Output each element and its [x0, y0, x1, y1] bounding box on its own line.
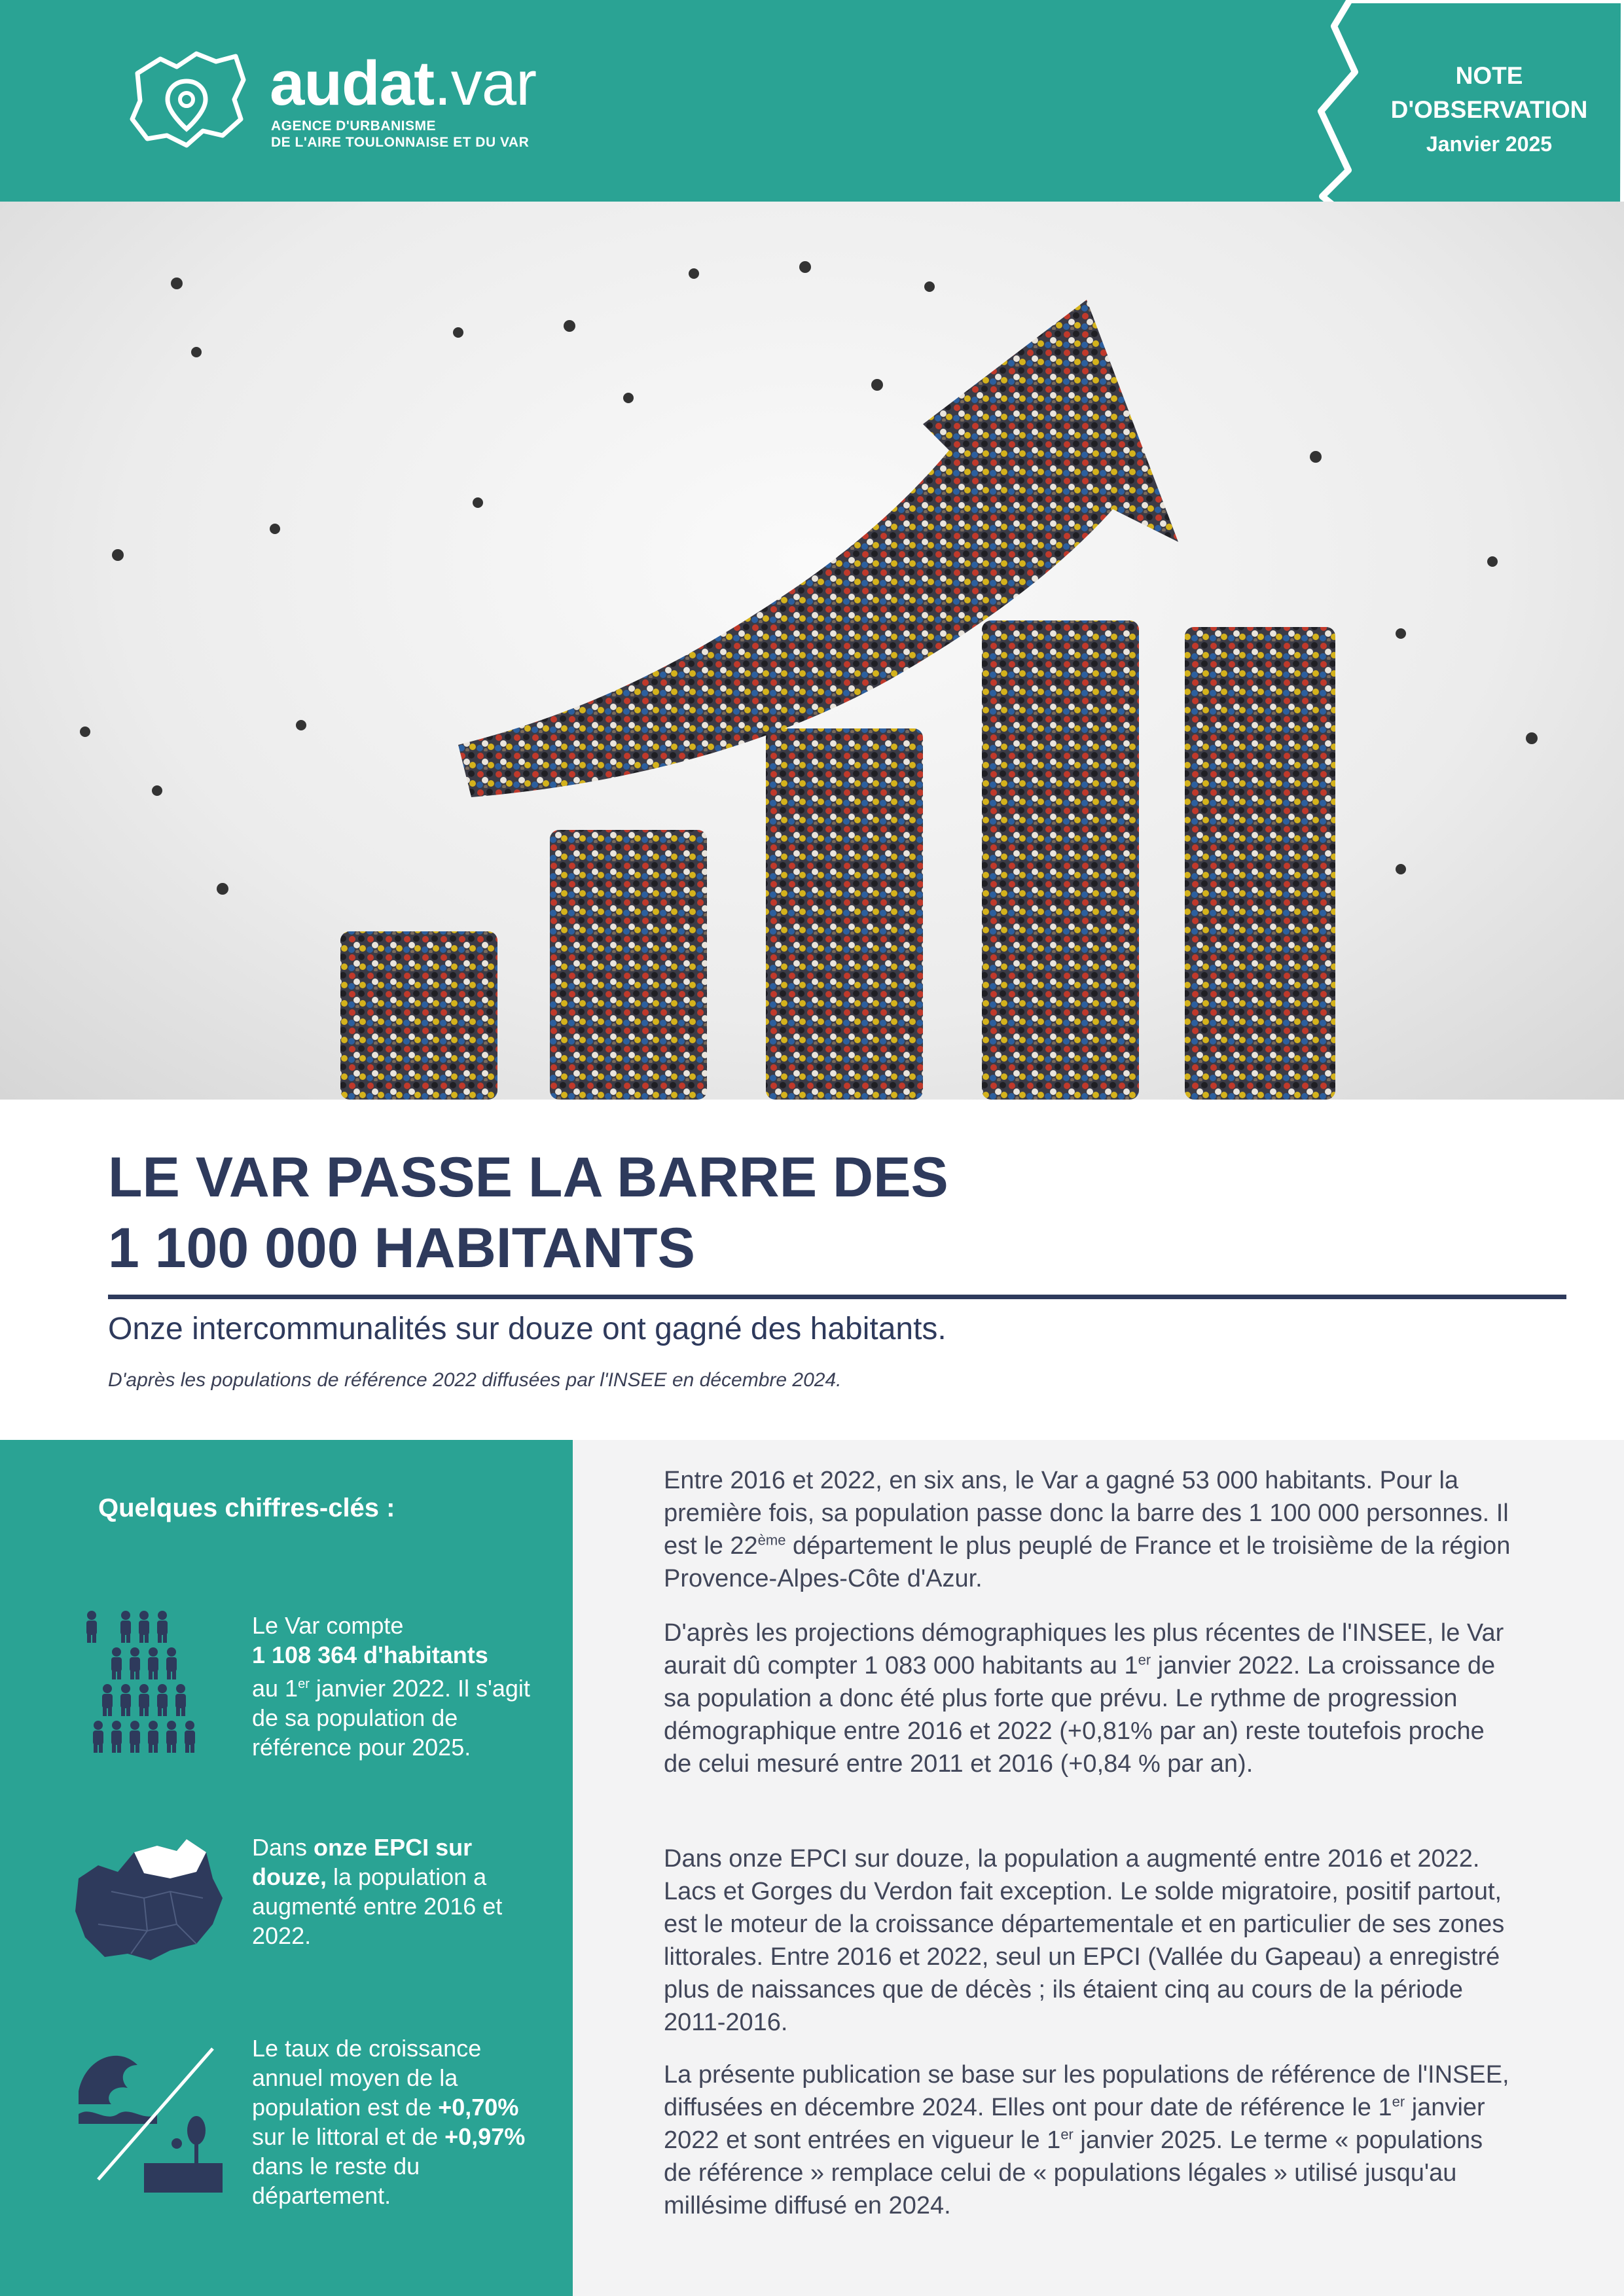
epci-map-icon	[72, 1833, 229, 1964]
key-figures-heading: Quelques chiffres-clés :	[98, 1494, 395, 1522]
key-fact-epci: Dans onze EPCI sur douze, la population a augmenté entre 2016 et 2022.	[252, 1834, 503, 1949]
body-paragraph-1: Entre 2016 et 2022, en six ans, le Var a gagné 53 000 habitants. Pour la première fois, sa population passe donc la barre des 1 100 000 personnes. Il est le 22ème département le plus peuplé de France et le troisième de la région Provence-Alpes-Côte d'Azur.	[664, 1467, 1511, 1592]
page-subtitle: Onze intercommunalités sur douze ont gagné des habitants.	[108, 1312, 947, 1346]
coast-vs-inland-icon	[72, 2032, 229, 2196]
population-icon	[84, 1610, 215, 1754]
body-paragraph-3: Dans onze EPCI sur douze, la population a augmenté entre 2016 et 2022. Lacs et Gorges du Verdon fait exception. Le solde migratoire, positif partout, est le moteur de la croissance départementale et en particulier de ses zones littorales. Entre 2016 et 2022, seul un EPCI (Vallée du Gapeau) a enregistré plus de naissances que de décès ; ils étaient cinq au cours de la période 2011-2016.	[664, 1845, 1505, 2036]
var-map-pin-logo-icon	[124, 47, 249, 152]
title-divider	[108, 1295, 1566, 1299]
logo-subtitle: AGENCE D'URBANISME DE L'AIRE TOULONNAISE ET DU VAR	[271, 118, 530, 150]
key-fact-population: Le Var compte 1 108 364 d'habitants au 1er janvier 2022. Il s'agit de sa population de référence pour 2025.	[252, 1612, 530, 1761]
key-fact-growth-rate: Le taux de croissance annuel moyen de la population est de +0,70% sur le littoral et de +0,97% dans le reste du département.	[252, 2035, 526, 2209]
crowd-chart-illustration	[0, 202, 1624, 1100]
hero-crowd-chart-photo	[0, 202, 1624, 1100]
body-paragraph-4: La présente publication se base sur les populations de référence de l'INSEE, diffusées en décembre 2024. Elles ont pour date de référence le 1er janvier 2022 et sont entrées en vigueur le 1er janvier 2025. Le terme « populations de référence » remplace celui de « populations légales » utilisé jusqu'au millésime diffusé en 2024.	[664, 2061, 1509, 2219]
page-title: LE VAR PASSE LA BARRE DES 1 100 000 HABITANTS	[108, 1146, 948, 1280]
body-paragraph-2: D'après les projections démographiques les plus récentes de l'INSEE, le Var aurait dû compter 1 083 000 habitants au 1er janvier 2022. La croissance de sa population a donc été plus forte que prévu. Le rythme de progression démographique entre 2016 et 2022 (+0,81% par an) reste toutefois proche de celui mesuré entre 2011 et 2016 (+0,84 % par an).	[664, 1619, 1504, 1778]
note-badge-text: NOTE D'OBSERVATION Janvier 2025	[1390, 62, 1588, 156]
source-note: D'après les populations de référence 2022 diffusées par l'INSEE en décembre 2024.	[108, 1369, 842, 1391]
logo-wordmark: audat.var	[270, 48, 537, 118]
